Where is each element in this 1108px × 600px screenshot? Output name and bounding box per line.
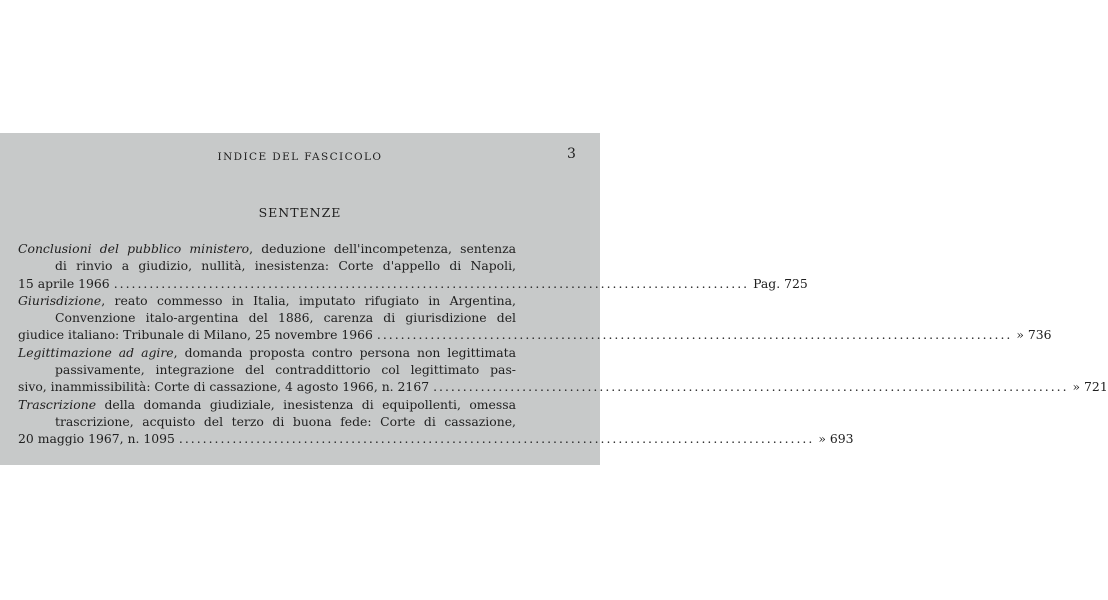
page-reference: » 721 — [1072, 379, 1108, 395]
index-entry — [18, 344, 1108, 396]
entry-text: sivo, inammissibilità: Corte di cassazione, 4 agosto 1966, n. 2167 — [18, 379, 430, 395]
entry-text: 15 aprile 1966 — [18, 275, 110, 291]
entry-text: della domanda giudiziale, inesistenza di equipollenti, omessa — [96, 396, 516, 412]
page-reference: » 693 — [818, 431, 854, 447]
entry-first-line — [18, 240, 516, 257]
page-number: 3 — [567, 146, 576, 162]
index-entries — [18, 240, 1108, 448]
dot-leader: ........................................................................................................... — [433, 379, 1069, 395]
entry-last-line — [18, 430, 854, 447]
entry-first-line — [18, 344, 516, 361]
entry-first-line — [18, 396, 516, 413]
entry-last-line — [18, 326, 1052, 343]
running-header: INDICE DEL FASCICOLO — [217, 151, 383, 163]
entry-continuation-line: Convenzione italo-argentina del 1886, carenza di giurisdizione del — [55, 310, 516, 326]
entry-text: , reato commesso in Italia, imputato rifugiato in Argentina, — [101, 292, 516, 308]
entry-continuation-line: trascrizione, acquisto del terzo di buona fede: Corte di cassazione, — [55, 413, 516, 429]
entry-text: , domanda proposta contro persona non legittimata — [173, 344, 516, 360]
entry-first-line — [18, 292, 516, 309]
page-reference: Pag. 725 — [753, 275, 808, 291]
entry-text: , deduzione dell'incompetenza, sentenza — [249, 241, 516, 256]
index-entry — [18, 292, 1052, 344]
dot-leader: ........................................................................................................... — [113, 275, 750, 291]
page-reference: » 736 — [1016, 327, 1052, 343]
entry-keyword: Giurisdizione — [18, 292, 102, 308]
index-entry — [18, 396, 854, 448]
entry-continuation-line: di rinvio a giudizio, nullità, inesistenza: Corte d'appello di Napoli, — [55, 258, 516, 274]
entry-text: giudice italiano: Tribunale di Milano, 25 novembre 1966 — [18, 327, 373, 343]
section-title: SENTENZE — [258, 205, 342, 220]
entry-keyword: Conclusioni del pubblico ministero — [18, 241, 250, 256]
book-page — [0, 133, 1108, 465]
dot-leader: ........................................................................................................... — [376, 327, 1013, 343]
entry-last-line — [18, 275, 808, 292]
entry-keyword: Legittimazione ad agire — [18, 344, 174, 360]
entry-text: 20 maggio 1967, n. 1095 — [18, 431, 175, 447]
entry-continuation-line: passivamente, integrazione del contraddittorio col legittimato pas- — [55, 362, 516, 378]
entry-last-line — [18, 378, 1108, 395]
dot-leader: ........................................................................................................... — [178, 431, 815, 447]
index-entry — [18, 240, 808, 292]
entry-keyword: Trascrizione — [18, 396, 97, 412]
